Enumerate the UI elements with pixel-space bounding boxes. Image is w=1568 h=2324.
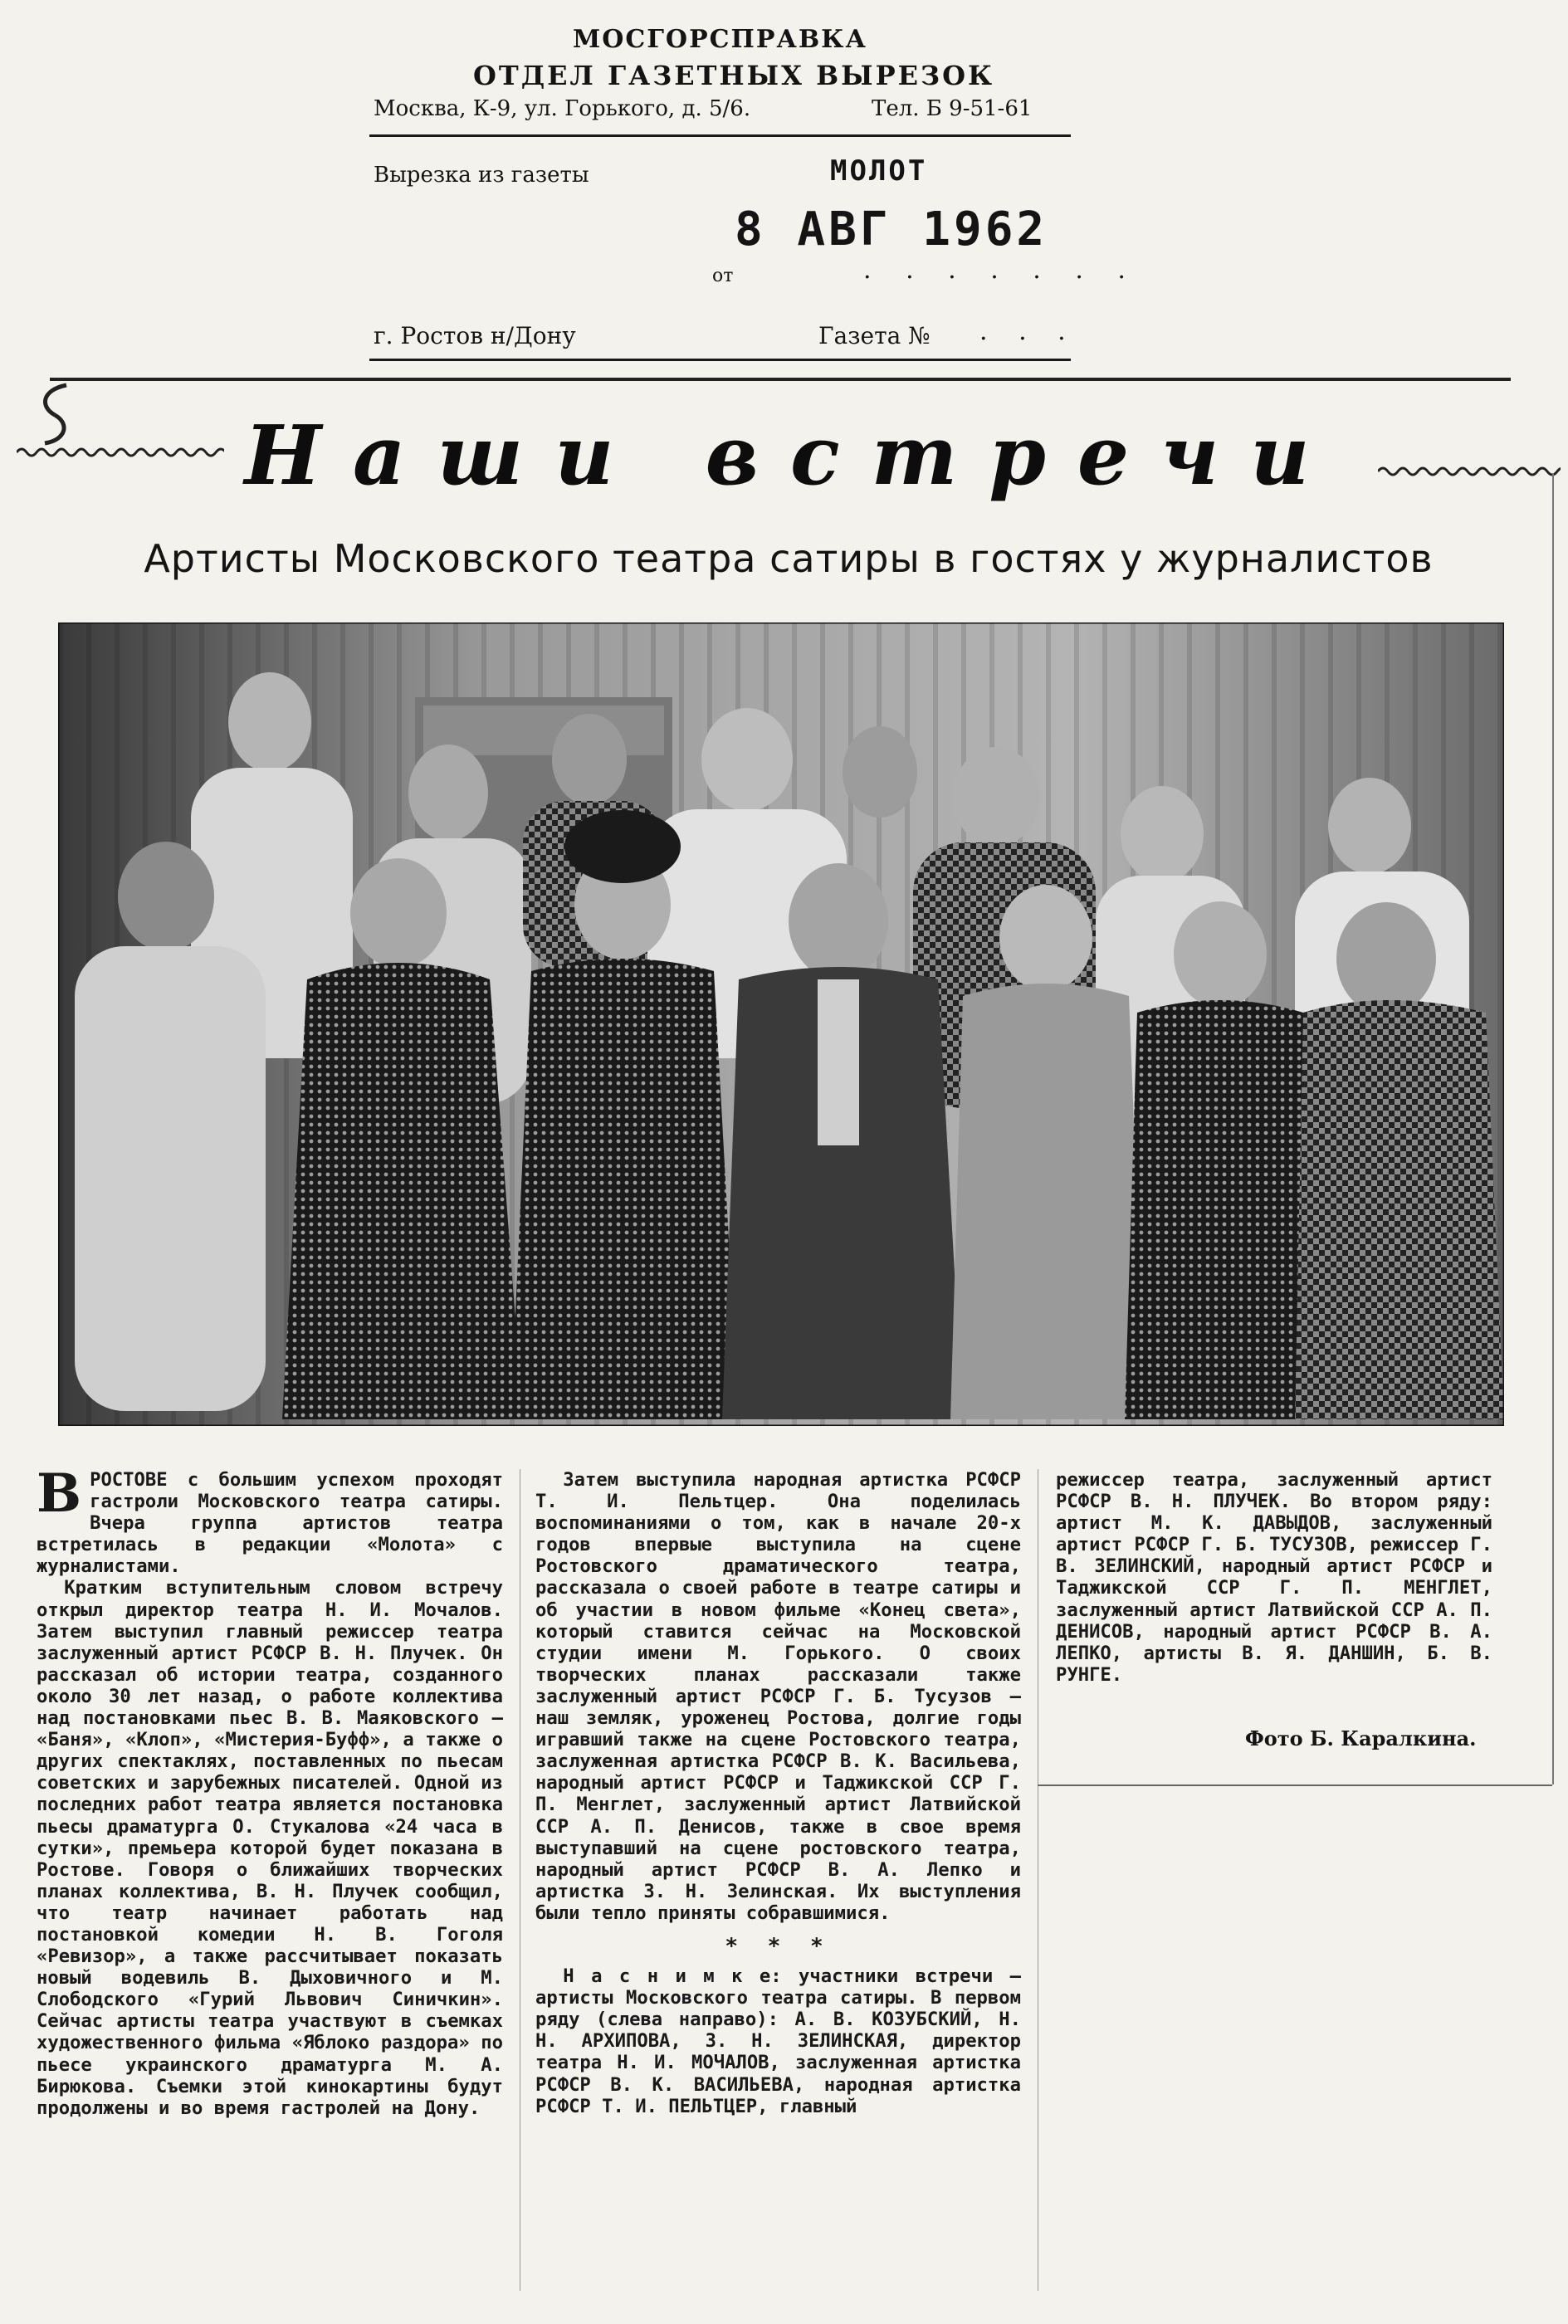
stamp-divider <box>369 359 1071 361</box>
subheadline: Артисты Московского театра сатиры в гостях у журналистов <box>144 536 1434 581</box>
article-lead-paragraph <box>37 1462 503 1578</box>
group-photo <box>58 622 1504 1426</box>
article-column-1 <box>37 1462 503 2119</box>
decorative-wave-left <box>17 444 224 461</box>
squiggle-mark <box>33 382 83 448</box>
stamp-date: 8 АВГ 1962 <box>735 203 1048 256</box>
stamp-gazeta-number: Газета № <box>818 322 931 349</box>
article-column-2 <box>535 1469 1021 2117</box>
article-column-3 <box>1056 1469 1492 1686</box>
stamp-organization: МОСГОРСПРАВКА <box>573 25 867 54</box>
article-paragraph: Затем выступила народная артистка РСФСР Т. И. Пельтцер. Она поделилась воспоминаниями о том, как в начале 20-х годов впервые выступила на сцене Ростовского драматического театра, рассказала о своей работе в театре сатиры и об участии в новом фильме «Конец света», который ставится сейчас на Московской студии имени М. Горького. О своих творческих планах рассказали также заслуженный артист РСФСР Г. Б. Тусузов — наш земляк, уроженец Ростова, долгие годы игравший также на сцене Ростовского театра, заслуженная артистка РСФСР В. К. Васильева, народный артист РСФСР и Таджикской ССР Г. П. Менглет, заслуженный артист Латвийской ССР А. П. Денисов, также в свое время выступавший на сцене ростовского театра, народный артист РСФСР В. А. Лепко и артистка З. Н. Зелинская. Их выступления были тепло приняты собравшимися. <box>535 1469 1021 1924</box>
clip-edge <box>1552 473 1554 1784</box>
photo-caption: Н а с н и м к е: участники встречи — артисты Московского театра сатиры. В первом ряду (слева направо): А. В. КОЗУБСКИЙ, Н. Н. АРХИПОВА, З. Н. ЗЕЛИНСКАЯ, директор театра Н. И. МОЧАЛОВ, заслуженная артистка РСФСР В. К. ВАСИЛЬЕВА, народная артистка РСФСР Т. И. ПЕЛЬТЦЕР, главный <box>535 1965 1021 2117</box>
newspaper-name: МОЛОТ <box>830 154 928 188</box>
clipping-label: Вырезка из газеты <box>374 163 589 188</box>
drop-cap: В <box>37 1462 82 1525</box>
clip-edge-rule <box>1038 1784 1552 1786</box>
paragraph-text: РОСТОВЕ с большим успехом проходят гастроли Московского театра сатиры. Вчера группа артистов театра встретилась в редакции «Молота» с журналистами. <box>37 1469 503 1578</box>
stamp-phone: Тел. Б 9-51-61 <box>872 96 1033 121</box>
photo-credit: Фото Б. Каралкина. <box>1245 1726 1477 1750</box>
stamp-city: г. Ростов н/Дону <box>374 322 576 349</box>
decorative-wave-right <box>1378 463 1561 480</box>
photo-caption-continued: режиссер театра, заслуженный артист РСФСР В. Н. ПЛУЧЕК. Во втором ряду: артист М. К. ДАВЫДОВ, заслуженный артист РСФСР Г. Б. ТУСУЗОВ, режиссер Г. В. ЗЕЛИНСКИЙ, народный артист РСФСР и Таджикской ССР Г. П. МЕНГЛЕТ, заслуженный артист Латвийской ССР А. П. ДЕНИСОВ, народный артист РСФСР В. А. ЛЕПКО, артисты В. Я. ДАНШИН, Б. В. РУНГЕ. <box>1056 1469 1492 1686</box>
article-paragraph: Кратким вступительным словом встречу открыл директор театра Н. И. Мочалов. Затем выступил главный режиссер театра заслуженный артист РСФСР В. Н. Плучек. Он рассказал об истории театра, созданного около 30 лет назад, о работе коллектива над постановками пьес В. В. Маяковского — «Баня», «Клоп», «Мистерия-Буфф», а также о других спектаклях, поставленных по пьесам советских и зарубежных писателей. Одной из последних работ театра является постановка пьесы драматурга О. Стукалова «24 часа в сутки», премьера которой будет показана в Ростове. Говоря о ближайших творческих планах коллектива, В. Н. Плучек сообщил, что театр начинает работать над постановкой комедии Н. В. Гоголя «Ревизор», а также рассчитывает показать новый водевиль В. Дыховичного и М. Слободского «Гурий Львович Синичкин». Сейчас артисты театра участвуют в съемках художественного фильма «Яблоко раздора» по пьесе украинского драматурга М. А. Бирюкова. Съемки этой кинокартины будут продолжены и во время гастролей на Дону. <box>37 1577 503 2119</box>
headline: Наши встречи <box>244 408 1341 504</box>
stamp-gazeta-dots: . . . <box>979 317 1077 346</box>
stamp-address: Москва, К-9, ул. Горького, д. 5/6. <box>374 96 751 121</box>
section-separator: * * * <box>725 1933 832 1959</box>
stamp-divider <box>369 134 1071 137</box>
stamp-dots: . . . . . . . <box>863 256 1139 285</box>
top-rule <box>50 378 1511 381</box>
stamp-from-label: от <box>712 266 734 286</box>
stamp-department: ОТДЕЛ ГАЗЕТНЫХ ВЫРЕЗОК <box>473 60 995 91</box>
